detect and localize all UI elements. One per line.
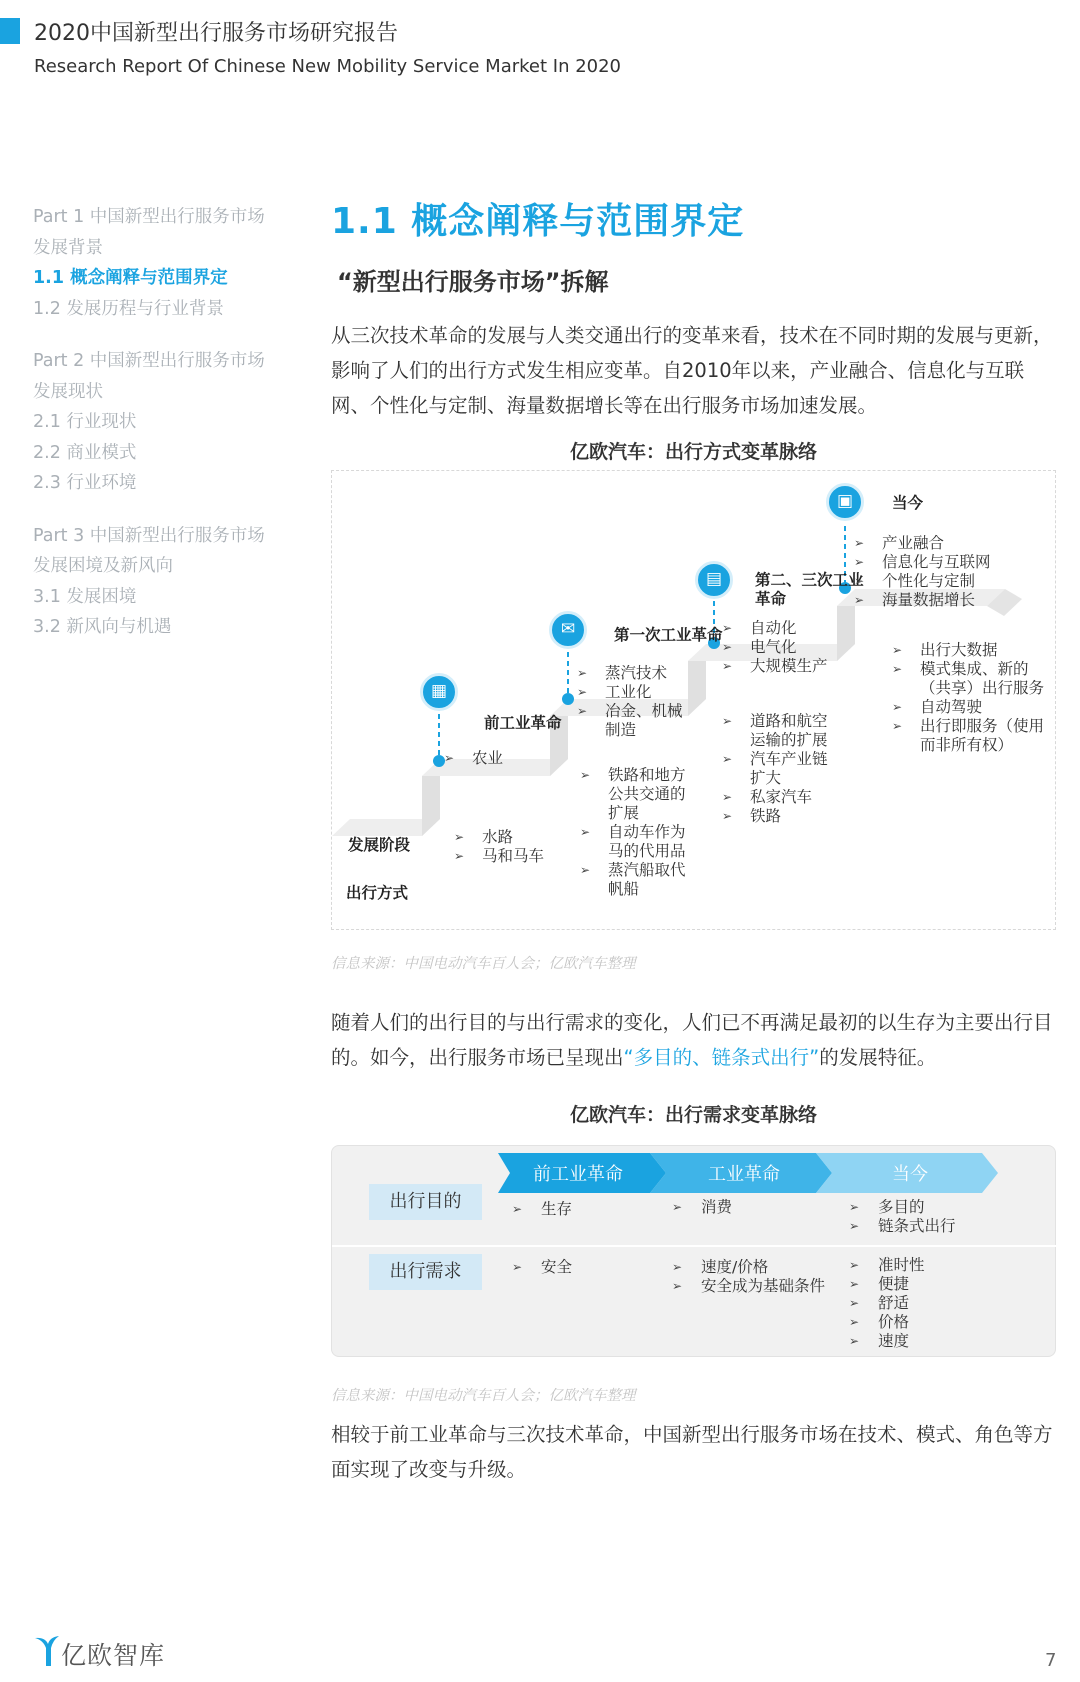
list-item: ➢ 出行即服务（使用而非所有权） xyxy=(892,717,1052,755)
purpose-industrial xyxy=(672,1198,732,1217)
list-item: ➢ 冶金、机械制造 xyxy=(577,702,692,740)
list-item: ➢ 私家汽车 xyxy=(722,788,834,807)
list-item: ➢ 铁路和地方公共交通的扩展 xyxy=(580,766,692,823)
table-of-contents xyxy=(33,202,323,665)
demand-evolution-table xyxy=(331,1145,1056,1357)
row-divider xyxy=(332,1245,1057,1247)
toc-item[interactable]: 1.2 发展历程与行业背景 xyxy=(33,298,224,319)
demand-paragraph-highlight: “多目的、链条式出行” xyxy=(623,1046,820,1069)
list-item: ➢ 工业化 xyxy=(577,683,692,702)
report-title: 2020中国新型出行服务市场研究报告 xyxy=(34,21,398,46)
stage3-developments xyxy=(722,619,837,676)
report-subtitle: Research Report Of Chinese New Mobility Service Market In 2020 xyxy=(34,56,622,77)
envelope-icon: ✉ xyxy=(549,611,587,649)
row-label-purpose: 出行目的 xyxy=(369,1184,482,1220)
page-number: 7 xyxy=(1045,1650,1057,1671)
list-item: ➢ 个性化与定制 xyxy=(854,572,1004,591)
list-item: ➢ 汽车产业链扩大 xyxy=(722,750,834,788)
stage-label-pre-industrial: 前工业革命 xyxy=(484,714,562,732)
list-item: ➢ 蒸汽技术 xyxy=(577,664,692,683)
list-item: ➢ 水路 xyxy=(454,828,554,847)
demand-paragraph-text-b: 的发展特征。 xyxy=(819,1046,937,1069)
header-accent-bar xyxy=(0,18,20,44)
stage4-developments xyxy=(854,534,1004,610)
toc-item[interactable]: Part 3 中国新型出行服务市场 xyxy=(33,525,265,546)
stage1-developments xyxy=(444,749,554,768)
list-item: ➢ 自动车作为马的代用品 xyxy=(580,823,692,861)
intro-paragraph: 从三次技术革命的发展与人类交通出行的变革来看，技术在不同时期的发展与更新，影响了人们的出行方式发生相应变革。自2010年以来，产业融合、信息化与互联网、个性化与定制、海量数据增长等在出行服务市场加速发展。 xyxy=(331,324,1053,417)
list-item: ➢ 舒适 xyxy=(849,1294,925,1313)
logo-text: 亿欧智库 xyxy=(61,1641,166,1670)
toc-group-part2 xyxy=(33,346,323,499)
list-item: ➢ 信息化与互联网 xyxy=(854,553,1004,572)
demand-today xyxy=(849,1256,925,1351)
toc-group-part3 xyxy=(33,521,323,643)
node-dot-stage2 xyxy=(562,693,574,705)
toc-item[interactable]: 发展背景 xyxy=(33,237,103,258)
stage1-modes xyxy=(454,828,554,866)
toc-item[interactable]: 发展困境及新风向 xyxy=(33,556,173,576)
list-item: ➢ 电气化 xyxy=(722,638,837,657)
mobility-evolution-diagram xyxy=(331,470,1056,930)
demand-industrial xyxy=(672,1258,825,1296)
toc-item[interactable]: 2.1 行业现状 xyxy=(33,412,137,432)
demand-pre-industrial xyxy=(512,1258,572,1277)
list-item: ➢ 安全 xyxy=(512,1258,572,1277)
list-item: ➢ 多目的 xyxy=(849,1198,956,1217)
demand-paragraph xyxy=(331,1005,1056,1075)
list-item: ➢ 速度/价格 xyxy=(672,1258,825,1277)
list-item: ➢ 链条式出行 xyxy=(849,1217,956,1236)
list-item: ➢ 自动化 xyxy=(722,619,837,638)
toc-item[interactable]: Part 2 中国新型出行服务市场 xyxy=(33,351,265,371)
stage3-modes xyxy=(722,712,834,826)
demand-paragraph-text-a: 随着人们的出行目的与出行需求的变化，人们已不再满足最初的以生存为主要出行目的。如今，出行服务市场已呈现出 xyxy=(331,1011,1053,1069)
list-item: ➢ 海量数据增长 xyxy=(854,591,1004,610)
list-item: ➢ 大规模生产 xyxy=(722,657,837,676)
stage-label-first-industrial: 第一次工业革命 xyxy=(614,626,723,644)
figure2-source: 信息来源：中国电动汽车百人会；亿欧汽车整理 xyxy=(331,1388,636,1404)
figure1-title: 亿欧汽车：出行方式变革脉络 xyxy=(569,441,817,463)
purpose-today xyxy=(849,1198,956,1236)
list-item: ➢ 道路和航空运输的扩展 xyxy=(722,712,834,750)
toc-item[interactable]: 3.1 发展困境 xyxy=(33,586,137,607)
list-item: ➢ 农业 xyxy=(444,749,554,768)
conclusion-paragraph: 相较于前工业革命与三次技术革命，中国新型出行服务市场在技术、模式、角色等方面实现了改变与升级。 xyxy=(331,1423,1053,1481)
list-item: ➢ 价格 xyxy=(849,1313,925,1332)
stage2-developments xyxy=(577,664,692,740)
toc-item[interactable]: 发展现状 xyxy=(33,381,103,402)
list-item: ➢ 马和马车 xyxy=(454,847,554,866)
toc-item[interactable]: 3.2 新风向与机遇 xyxy=(33,617,172,637)
stage2-modes xyxy=(580,766,692,899)
list-item: ➢ 安全成为基础条件 xyxy=(672,1277,825,1296)
toc-item[interactable]: 2.3 行业环境 xyxy=(33,473,137,493)
factory-icon: ▦ xyxy=(420,673,458,711)
stage4-modes xyxy=(892,641,1052,755)
stage-label-second-third-industrial: 第二、三次工业革命 xyxy=(755,571,864,608)
list-item: ➢ 消费 xyxy=(672,1198,732,1217)
axis-label-stage: 发展阶段 xyxy=(348,836,411,854)
purpose-pre-industrial xyxy=(512,1200,572,1219)
toc-item[interactable]: Part 1 中国新型出行服务市场 xyxy=(33,207,265,227)
phase-label-today: 当今 xyxy=(892,1164,928,1185)
phase-label-industrial: 工业革命 xyxy=(708,1164,780,1185)
document-icon: ▤ xyxy=(695,561,733,599)
chip-icon: ▣ xyxy=(826,483,864,521)
list-item: ➢ 铁路 xyxy=(722,807,834,826)
list-item: ➢ 速度 xyxy=(849,1332,925,1351)
toc-item[interactable]: 2.2 商业模式 xyxy=(33,442,137,463)
list-item: ➢ 自动驾驶 xyxy=(892,698,1052,717)
section-title: 1.1 概念阐释与范围界定 xyxy=(331,201,745,242)
section-subtitle: “新型出行服务市场”拆解 xyxy=(337,268,609,296)
list-item: ➢ 蒸汽船取代帆船 xyxy=(580,861,692,899)
axis-label-mode: 出行方式 xyxy=(346,884,409,902)
toc-item-active[interactable]: 1.1 概念阐释与范围界定 xyxy=(33,268,228,288)
list-item: ➢ 产业融合 xyxy=(854,534,1004,553)
list-item: ➢ 准时性 xyxy=(849,1256,925,1275)
list-item: ➢ 便捷 xyxy=(849,1275,925,1294)
figure2-title: 亿欧汽车：出行需求变革脉络 xyxy=(569,1104,817,1126)
stage-label-today: 当今 xyxy=(892,494,924,512)
toc-group-part1 xyxy=(33,202,323,324)
row-label-demand: 出行需求 xyxy=(369,1254,482,1290)
list-item: ➢ 模式集成、新的（共享）出行服务 xyxy=(892,660,1052,698)
phase-label-pre-industrial: 前工业革命 xyxy=(533,1164,623,1185)
list-item: ➢ 生存 xyxy=(512,1200,572,1219)
logo-mark-icon xyxy=(33,1634,59,1668)
figure1-source: 信息来源：中国电动汽车百人会；亿欧汽车整理 xyxy=(331,956,636,972)
list-item: ➢ 出行大数据 xyxy=(892,641,1052,660)
